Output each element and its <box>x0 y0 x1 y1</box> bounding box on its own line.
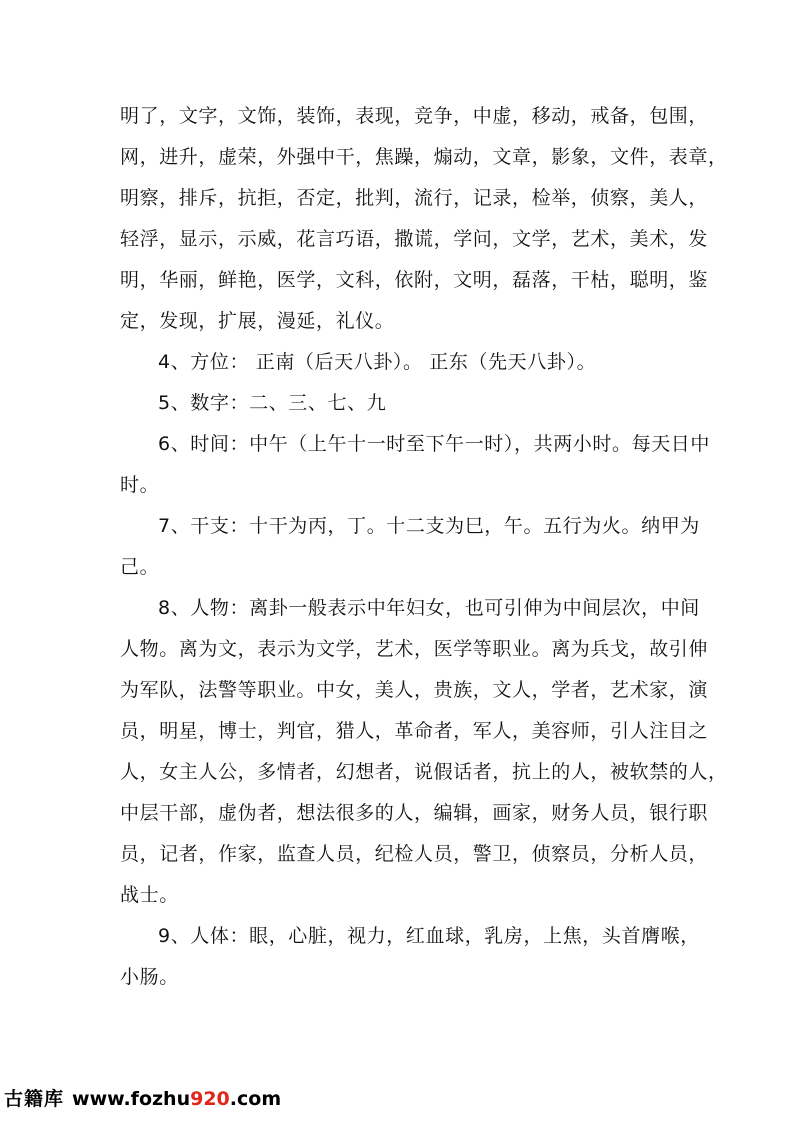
text-line: 人，女主人公，多情者，幻想者，说假话者，抗上的人，被软禁的人， <box>120 761 728 783</box>
text-line: 为军队，法警等职业。中女，美人，贵族，文人，学者，艺术家，演 <box>120 679 709 701</box>
site-watermark <box>4 1084 281 1116</box>
text-line: 明，华丽，鲜艳，医学，文科，依附，文明，磊落，干枯，聪明，鉴 <box>120 269 709 291</box>
ganzhi-item: 7、干支：十干为丙，丁。十二支为巳，午。五行为火。纳甲为 <box>158 515 700 537</box>
person-item: 8、人物：离卦一般表示中年妇女，也可引伸为中间层次，中间 <box>158 597 700 619</box>
watermark-url-prefix: www.fozhu <box>72 1088 191 1110</box>
watermark-url-suffix: .com <box>229 1088 282 1110</box>
number-item: 5、数字：二、三、七、九 <box>158 392 387 414</box>
text-line: 明察，排斥，抗拒，否定，批判，流行，记录，检举，侦察，美人， <box>120 187 709 209</box>
watermark-url-number: 920 <box>190 1088 230 1110</box>
text-line: 己。 <box>120 556 160 578</box>
text-line: 小肠。 <box>120 966 179 988</box>
text-line: 网，进升，虚荣，外强中干，焦躁，煽动，文章，影象，文件，表章， <box>120 146 728 168</box>
text-line: 员，明星，博士，判官，猎人，革命者，军人，美容师，引人注目之 <box>120 720 709 742</box>
text-line: 轻浮，显示，示威，花言巧语，撒谎，学问，文学，艺术，美术，发 <box>120 228 709 250</box>
text-line: 战士。 <box>120 884 179 906</box>
time-item: 6、时间：中午（上午十一时至下午一时），共两小时。每天日中 <box>158 433 710 455</box>
text-line: 人物。离为文，表示为文学，艺术，医学等职业。离为兵戈，故引伸 <box>120 638 709 660</box>
text-line: 明了，文字，文饰，装饰，表现，竞争，中虚，移动，戒备，包围， <box>120 105 709 127</box>
text-line: 员，记者，作家，监查人员，纪检人员，警卫，侦察员，分析人员， <box>120 843 709 865</box>
text-line: 中层干部，虚伪者，想法很多的人，编辑，画家，财务人员，银行职 <box>120 802 709 824</box>
watermark-url <box>72 1088 281 1110</box>
watermark-site-name: 古籍库 <box>4 1088 65 1110</box>
text-line: 定，发现，扩展，漫延，礼仪。 <box>120 310 395 332</box>
body-item: 9、人体：眼，心脏，视力，红血球，乳房，上焦，头首膺喉， <box>158 925 700 947</box>
direction-item: 4、方位： 正南（后天八卦）。 正东（先天八卦）。 <box>158 351 597 373</box>
text-line: 时。 <box>120 474 160 496</box>
